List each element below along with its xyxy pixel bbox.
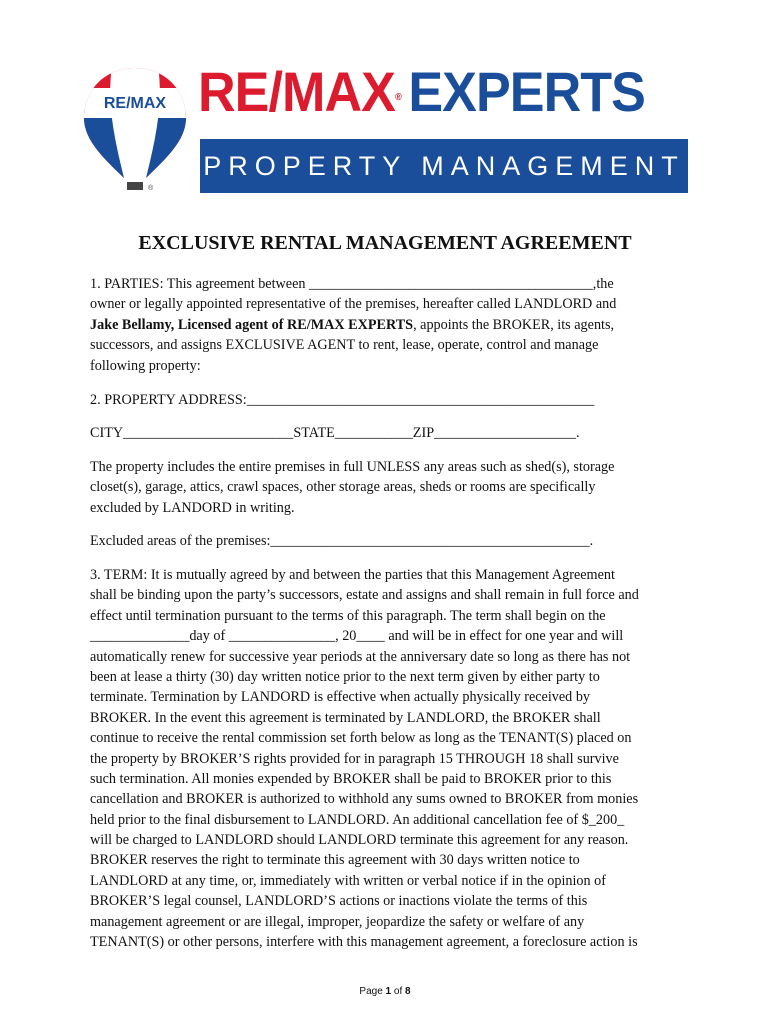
section-term — [90, 565, 690, 952]
term-line: shall be binding upon the party’s successors, estate and assigns and shall remain in full force and — [90, 587, 639, 604]
includes-line-3: excluded by LANDORD in writing. — [90, 499, 295, 516]
term-line: ______________day of _______________, 20____ and will be in effect for one year and will — [90, 628, 624, 645]
term-line: 3. TERM: It is mutually agreed by and between the parties that this Management Agreement — [90, 567, 615, 583]
term-line: the property by BROKER’S rights provided for in paragraph 15 THROUGH 18 shall survive — [90, 750, 619, 767]
balloon-text: RE/MAX — [103, 95, 167, 112]
section-parties — [90, 274, 690, 376]
agent-name: Jake Bellamy, Licensed agent of RE/MAX EXPERTS — [90, 316, 414, 333]
balloon-reg: ® — [148, 185, 154, 192]
term-line: such termination. All monies expended by BROKER shall be paid to BROKER prior to this — [90, 770, 612, 787]
brand-remax: RE/MAX — [198, 60, 395, 123]
term-line: cancellation and BROKER is authorized to withhold any sums owned to BROKER from monies — [90, 791, 639, 808]
parties-line-5: following property: — [90, 357, 201, 374]
term-line: LANDLORD at any time, or, immediately with written or verbal notice if in the opinion of — [90, 872, 606, 889]
term-line: BROKER’S legal counsel, LANDLORD’S actions or inactions violate the terms of this — [90, 893, 588, 910]
page-of: of — [391, 986, 406, 997]
term-line: BROKER. In the event this agreement is terminated by LANDLORD, the BROKER shall — [90, 709, 601, 726]
term-line: effect until termination pursuant to the terms of this paragraph. The term shall begin on the — [90, 607, 606, 624]
section-property-address — [90, 390, 690, 410]
parties-line-4: successors, and assigns EXCLUSIVE AGENT to rent, lease, operate, control and manage — [90, 337, 599, 354]
property-management-banner: PROPERTY MANAGEMENT — [200, 139, 688, 193]
excluded-line: Excluded areas of the premises:_____________________________________________. — [90, 533, 594, 549]
includes-line-2: closet(s), garage, attics, crawl spaces, other storage areas, sheds or rooms are specifically — [90, 479, 596, 496]
page-total: 8 — [405, 986, 411, 997]
section-excluded — [90, 531, 690, 551]
property-address-line: 2. PROPERTY ADDRESS:_________________________________________________ — [90, 392, 595, 408]
section-city-state-zip — [90, 423, 690, 443]
brand-registered-mark: ® — [394, 92, 401, 103]
page-current: 1 — [385, 986, 392, 997]
term-line: held prior to the final disbursement to LANDLORD. An additional cancellation fee of $_200_ — [90, 811, 625, 828]
city-state-zip-line: CITY________________________STATE___________ZIP____________________. — [90, 425, 580, 441]
page-footer — [0, 986, 770, 997]
term-line: been at lease a thirty (30) day written notice prior to the next term given by either party to — [90, 668, 600, 685]
term-line: automatically renew for successive year periods at the anniversary date so long as there has not — [90, 648, 631, 665]
parties-line-2: owner or legally appointed representative of the premises, hereafter called LANDLORD and — [90, 296, 617, 313]
term-line: management agreement or are illegal, improper, jeopardize the safety or welfare of any — [90, 913, 585, 930]
document-title: EXCLUSIVE RENTAL MANAGEMENT AGREEMENT — [138, 232, 632, 254]
term-line: BROKER reserves the right to terminate this agreement with 30 days written notice to — [90, 852, 580, 869]
page-label: Page — [359, 986, 386, 997]
section-includes — [90, 457, 690, 518]
brand-experts: EXPERTS — [408, 60, 645, 123]
includes-line-1: The property includes the entire premises in full UNLESS any areas such as shed(s), storage — [90, 459, 615, 475]
term-line: continue to receive the rental commission set forth below as long as the TENANT(S) placed on — [90, 730, 632, 747]
parties-line-3-rest: , appoints the BROKER, its agents, — [413, 316, 615, 333]
remax-balloon-logo — [82, 66, 188, 194]
parties-line-3 — [90, 315, 690, 335]
term-line: TENANT(S) or other persons, interfere with this management agreement, a foreclosure action is — [90, 934, 638, 951]
term-line: terminate. Termination by LANDORD is effective when actually physically received by — [90, 689, 591, 706]
parties-line-1: 1. PARTIES: This agreement between ________________________________________,the — [90, 276, 614, 292]
brand-wordmark — [198, 62, 645, 122]
term-line: will be charged to LANDLORD should LANDLORD terminate this agreement for any reason. — [90, 832, 629, 849]
